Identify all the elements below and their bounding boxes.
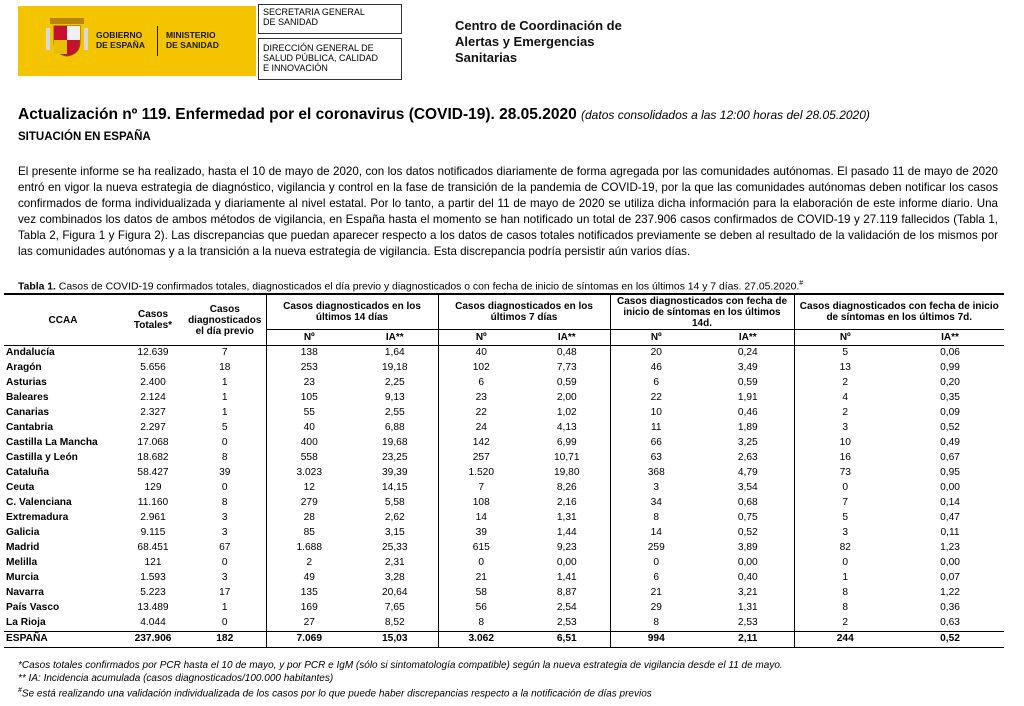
value-cell: 3	[794, 421, 896, 436]
value-cell: 39	[219, 467, 231, 479]
table-row	[4, 616, 1004, 632]
value-cell: 259	[610, 541, 702, 556]
value-cell: 1.520	[438, 466, 524, 481]
table-row	[4, 346, 1004, 362]
value-cell: 39	[438, 526, 524, 541]
value-cell: 3	[221, 512, 228, 524]
table-row	[4, 391, 1004, 406]
value-cell: 2,25	[384, 377, 405, 389]
ccaa-name-cell: Murcia	[6, 572, 39, 584]
header-sint-7: Casos diagnosticados con fecha de inicio de síntomas en los últimos 7d.	[794, 294, 1004, 330]
value-cell: 8	[221, 497, 228, 509]
secretaria-box	[258, 4, 402, 34]
box2-line-2: SALUD PÚBLICA, CALIDAD	[263, 53, 379, 63]
value-cell: 2.400	[140, 377, 166, 389]
value-cell: 0,35	[940, 392, 960, 404]
value-cell: 8	[794, 601, 896, 616]
value-cell: 8,52	[384, 617, 405, 629]
ccaa-name-cell: Asturias	[6, 377, 47, 389]
box1-line-1: SECRETARIA GENERAL	[263, 7, 365, 17]
header-ia: IA**	[524, 330, 610, 346]
value-cell: 2,54	[556, 602, 577, 614]
value-cell: 0,95	[940, 467, 960, 479]
table-row	[4, 526, 1004, 541]
value-cell: 28	[266, 511, 352, 526]
value-cell: 58.427	[137, 467, 169, 479]
value-cell: 169	[266, 601, 352, 616]
value-cell: 58	[438, 586, 524, 601]
table-row	[4, 556, 1004, 571]
ccaa-name-cell: Melilla	[6, 557, 38, 569]
value-cell: 0,07	[940, 572, 960, 584]
table-row	[4, 541, 1004, 556]
value-cell: 3,49	[737, 362, 758, 374]
value-cell: 0,59	[737, 377, 758, 389]
value-cell: 23	[438, 391, 524, 406]
gov-line-1: GOBIERNO	[96, 30, 143, 40]
value-cell: 8	[221, 452, 228, 464]
value-cell: 67	[219, 542, 231, 554]
value-cell: 2,16	[556, 497, 577, 509]
intro-paragraph: El presente informe se ha realizado, hasta el 10 de mayo de 2020, con los datos notificados diariamente de forma agregada por las comunidades autónomas. El pasado 11 de mayo de 2020 entró en vigor la nueva estrategia de diagnóstico, vigilancia y control en la fase de transición de la pandemia de COVID-19, por la que las comunidades autónomas deben notificar los casos confirmados de forma individualizada y diariamente al nivel estatal. Por lo tanto, a partir del 11 de mayo de 2020 se utiliza dicha información para la elaboración de este informe diario. Una vez combinados los datos de ambos métodos de vigilancia, en España hasta el momento se han notificado un total de 237.906 casos confirmados de COVID-19 y 27.119 fallecidos (Tabla 1, Tabla 2, Figura 1 y Figura 2). Las discrepancias que puedan aparecer respecto a los datos de casos totales notificados previamente se deben al resultado de la validación de los mismos por las comunidades autónomas y a la transición a la nueva estrategia de vigilancia. Esta discrepancia podría persistir aún varios días.	[18, 165, 998, 258]
value-cell: 0,49	[940, 437, 960, 449]
value-cell: 16	[794, 451, 896, 466]
value-cell: 1	[221, 602, 228, 614]
value-cell: 5,58	[384, 497, 405, 509]
center-line-3: Sanitarias	[455, 50, 518, 65]
value-cell: 0,47	[940, 512, 960, 524]
value-cell: 1,23	[940, 542, 960, 554]
value-cell: 1	[794, 571, 896, 586]
value-cell: 4,79	[737, 467, 758, 479]
value-cell: 9,23	[556, 542, 577, 554]
header-sint-14: Casos diagnosticados con fecha de inicio de síntomas en los últimos 14d.	[610, 294, 794, 330]
value-cell: 3,25	[737, 437, 758, 449]
value-cell: 368	[610, 466, 702, 481]
value-cell: 9.115	[140, 527, 166, 539]
value-cell: 6,51	[524, 632, 610, 648]
value-cell: 0,40	[737, 572, 758, 584]
header-n: Nº	[610, 330, 702, 346]
coat-of-arms-icon	[44, 14, 90, 60]
value-cell: 6,88	[384, 422, 405, 434]
value-cell: 13	[794, 361, 896, 376]
table-row	[4, 361, 1004, 376]
table-body	[4, 346, 1004, 648]
value-cell: 55	[266, 406, 352, 421]
value-cell: 14	[438, 511, 524, 526]
value-cell: 182	[184, 632, 266, 648]
value-cell: 1	[221, 392, 228, 404]
value-cell: 994	[610, 632, 702, 648]
value-cell: 0,75	[737, 512, 758, 524]
value-cell: 7,65	[384, 602, 405, 614]
value-cell: 0,24	[737, 347, 758, 359]
logo-divider	[157, 26, 158, 56]
table-notes	[18, 660, 783, 701]
value-cell: 14	[610, 526, 702, 541]
value-cell: 1.688	[266, 541, 352, 556]
value-cell: 63	[610, 451, 702, 466]
ccaa-name-cell: País Vasco	[6, 602, 60, 614]
value-cell: 9,13	[384, 392, 405, 404]
value-cell: 1,22	[940, 587, 960, 599]
value-cell: 13.489	[137, 602, 169, 614]
value-cell: 5	[221, 422, 228, 434]
value-cell: 102	[438, 361, 524, 376]
value-cell: 3,15	[384, 527, 405, 539]
value-cell: 46	[610, 361, 702, 376]
table-caption	[18, 280, 803, 292]
value-cell: 12.639	[137, 347, 169, 359]
value-cell: 1,31	[556, 512, 577, 524]
value-cell: 0,63	[940, 617, 960, 629]
value-cell: 29	[610, 601, 702, 616]
value-cell: 257	[438, 451, 524, 466]
value-cell: 17.068	[137, 437, 169, 449]
value-cell: 1,91	[737, 392, 758, 404]
value-cell: 0,48	[556, 347, 577, 359]
value-cell: 253	[266, 361, 352, 376]
value-cell: 4.044	[140, 617, 166, 629]
header-diag-14: Casos diagnosticados en los últimos 14 días	[266, 294, 438, 330]
value-cell: 1	[221, 407, 228, 419]
value-cell: 3.062	[438, 632, 524, 648]
value-cell: 19,80	[554, 467, 580, 479]
value-cell: 8	[794, 586, 896, 601]
value-cell: 0,00	[737, 557, 758, 569]
value-cell: 11.160	[137, 497, 169, 509]
value-cell: 11	[610, 421, 702, 436]
value-cell: 68.451	[137, 542, 169, 554]
center-name	[455, 18, 622, 66]
note-validation-mark: #	[18, 687, 22, 694]
ccaa-name-cell: Castilla y León	[6, 452, 78, 464]
value-cell: 0	[610, 556, 702, 571]
value-cell: 2	[794, 376, 896, 391]
value-cell: 6	[438, 376, 524, 391]
value-cell: 0,00	[556, 557, 577, 569]
value-cell: 138	[266, 346, 352, 362]
value-cell: 129	[144, 482, 162, 494]
table-caption-text: Casos de COVID-19 confirmados totales, diagnosticados el día previo y diagnosticados o con fecha de inicio de síntomas en los últimos 14 y 7 días. 27.05.2020.	[55, 281, 800, 293]
table-row	[4, 421, 1004, 436]
value-cell: 0,52	[737, 527, 758, 539]
value-cell: 0,20	[940, 377, 960, 389]
value-cell: 5	[794, 346, 896, 362]
value-cell: 2.961	[140, 512, 166, 524]
report-title	[18, 106, 870, 124]
ccaa-name-cell: Galicia	[6, 527, 40, 539]
value-cell: 1.593	[140, 572, 166, 584]
value-cell: 0,09	[940, 407, 960, 419]
value-cell: 2,31	[384, 557, 405, 569]
value-cell: 8	[610, 511, 702, 526]
header-n: Nº	[438, 330, 524, 346]
value-cell: 2	[266, 556, 352, 571]
value-cell: 10	[794, 436, 896, 451]
table-caption-mark: #	[799, 280, 804, 287]
center-line-2: Alertas y Emergencias	[455, 34, 595, 49]
table-row	[4, 496, 1004, 511]
ccaa-name-cell: Cantabria	[6, 422, 53, 434]
value-cell: 10	[610, 406, 702, 421]
value-cell: 142	[438, 436, 524, 451]
ccaa-name-cell: Aragón	[6, 362, 42, 374]
value-cell: 244	[794, 632, 896, 648]
note-ia: ** IA: Incidencia acumulada (casos diagnosticados/100.000 habitantes)	[18, 672, 334, 684]
ccaa-name-cell: Extremadura	[6, 512, 69, 524]
value-cell: 82	[794, 541, 896, 556]
value-cell: 0,06	[940, 347, 960, 359]
header-totales: Casos Totales*	[122, 294, 184, 346]
table-row	[4, 376, 1004, 391]
note-totals: *Casos totales confirmados por PCR hasta el 10 de mayo, y por PCR e IgM (sólo si sintomatología compatible) según la nueva estrategia de vigilancia desde el 11 de mayo.	[18, 660, 783, 671]
value-cell: 1,64	[384, 347, 405, 359]
direccion-box	[258, 38, 402, 80]
value-cell: 7	[438, 481, 524, 496]
value-cell: 1,44	[556, 527, 577, 539]
center-line-1: Centro de Coordinación de	[455, 18, 622, 33]
value-cell: 21	[438, 571, 524, 586]
value-cell: 0	[794, 481, 896, 496]
ccaa-name-cell: Madrid	[6, 542, 40, 554]
ministry-line-1: MINISTERIO	[166, 30, 216, 40]
value-cell: 0,52	[896, 632, 1004, 648]
value-cell: 0	[794, 556, 896, 571]
value-cell: 2,11	[702, 632, 794, 648]
value-cell: 1,02	[556, 407, 577, 419]
table-caption-label: Tabla 1.	[18, 281, 56, 293]
value-cell: 0,11	[940, 527, 960, 539]
ministry-label	[166, 30, 219, 50]
value-cell: 12	[266, 481, 352, 496]
section-heading: SITUACIÓN EN ESPAÑA	[18, 131, 151, 143]
value-cell: 5	[794, 511, 896, 526]
value-cell: 3	[610, 481, 702, 496]
value-cell: 6,99	[556, 437, 577, 449]
value-cell: 8,87	[556, 587, 577, 599]
value-cell: 400	[266, 436, 352, 451]
table-row	[4, 601, 1004, 616]
value-cell: 558	[266, 451, 352, 466]
ccaa-name-cell: ESPAÑA	[4, 632, 122, 648]
value-cell: 0,68	[737, 497, 758, 509]
value-cell: 4	[794, 391, 896, 406]
header-ia: IA**	[896, 330, 1004, 346]
value-cell: 5.656	[140, 362, 166, 374]
value-cell: 40	[266, 421, 352, 436]
value-cell: 0,46	[737, 407, 758, 419]
value-cell: 66	[610, 436, 702, 451]
value-cell: 0,67	[940, 452, 960, 464]
value-cell: 23	[266, 376, 352, 391]
ccaa-name-cell: Ceuta	[6, 482, 35, 494]
value-cell: 0,00	[940, 482, 960, 494]
value-cell: 25,33	[382, 542, 408, 554]
department-boxes	[258, 4, 402, 80]
value-cell: 1	[221, 377, 228, 389]
value-cell: 3	[221, 572, 228, 584]
ccaa-name-cell: Baleares	[6, 392, 49, 404]
note-validation-text: Se está realizando una validación individualizada de los casos por lo que puede haber discrepancias respecto a la notificación de días previos	[21, 688, 652, 700]
value-cell: 22	[438, 406, 524, 421]
value-cell: 3,21	[737, 587, 758, 599]
value-cell: 0	[221, 482, 228, 494]
ccaa-name-cell: Castilla La Mancha	[6, 437, 98, 449]
value-cell: 3,28	[384, 572, 405, 584]
value-cell: 121	[144, 557, 162, 569]
value-cell: 7,73	[556, 362, 577, 374]
value-cell: 0	[438, 556, 524, 571]
report-title-sub: (datos consolidados a las 12:00 horas del 28.05.2020)	[581, 108, 870, 122]
value-cell: 7	[794, 496, 896, 511]
table-row	[4, 436, 1004, 451]
value-cell: 3.023	[266, 466, 352, 481]
value-cell: 7	[221, 347, 228, 359]
value-cell: 2.124	[140, 392, 166, 404]
value-cell: 27	[266, 616, 352, 632]
government-label	[96, 30, 145, 50]
value-cell: 5.223	[140, 587, 166, 599]
value-cell: 2,53	[556, 617, 577, 629]
value-cell: 135	[266, 586, 352, 601]
value-cell: 615	[438, 541, 524, 556]
table-row	[4, 406, 1004, 421]
value-cell: 105	[266, 391, 352, 406]
value-cell: 34	[610, 496, 702, 511]
value-cell: 1,31	[737, 602, 758, 614]
ministry-line-2: DE SANIDAD	[166, 40, 219, 50]
value-cell: 7.069	[266, 632, 352, 648]
value-cell: 2.327	[140, 407, 166, 419]
table-row	[4, 511, 1004, 526]
value-cell: 0,36	[940, 602, 960, 614]
table-row	[4, 571, 1004, 586]
value-cell: 73	[794, 466, 896, 481]
value-cell: 0	[221, 437, 228, 449]
value-cell: 6	[610, 376, 702, 391]
value-cell: 3,54	[737, 482, 758, 494]
ccaa-name-cell: C. Valenciana	[6, 497, 72, 509]
table-total-row	[4, 632, 1004, 648]
value-cell: 3	[221, 527, 228, 539]
table-row	[4, 466, 1004, 481]
value-cell: 20,64	[382, 587, 408, 599]
table-row	[4, 586, 1004, 601]
value-cell: 8	[610, 616, 702, 632]
value-cell: 0,00	[940, 557, 960, 569]
value-cell: 19,68	[382, 437, 408, 449]
value-cell: 1,41	[556, 572, 577, 584]
value-cell: 0,14	[940, 497, 960, 509]
value-cell: 4,13	[556, 422, 577, 434]
value-cell: 18	[219, 362, 231, 374]
value-cell: 2,63	[737, 452, 758, 464]
value-cell: 237.906	[122, 632, 184, 648]
value-cell: 24	[438, 421, 524, 436]
value-cell: 21	[610, 586, 702, 601]
value-cell: 1,89	[737, 422, 758, 434]
header-ia: IA**	[352, 330, 438, 346]
value-cell: 23,25	[382, 452, 408, 464]
box2-line-3: E INNOVACIÓN	[263, 63, 328, 73]
header-n: Nº	[266, 330, 352, 346]
value-cell: 6	[610, 571, 702, 586]
value-cell: 0,52	[940, 422, 960, 434]
value-cell: 14,15	[382, 482, 408, 494]
box1-line-2: DE SANIDAD	[263, 17, 319, 27]
value-cell: 2,62	[384, 512, 405, 524]
value-cell: 0	[221, 557, 228, 569]
value-cell: 2,00	[556, 392, 577, 404]
value-cell: 108	[438, 496, 524, 511]
ccaa-name-cell: La Rioja	[6, 617, 46, 629]
value-cell: 8,26	[556, 482, 577, 494]
value-cell: 2,55	[384, 407, 405, 419]
table-row	[4, 451, 1004, 466]
note-validation	[18, 685, 783, 701]
value-cell: 8	[438, 616, 524, 632]
header-diag-7: Casos diagnosticados en los últimos 7 días	[438, 294, 610, 330]
value-cell: 0,59	[556, 377, 577, 389]
table-row	[4, 481, 1004, 496]
value-cell: 279	[266, 496, 352, 511]
value-cell: 39,39	[382, 467, 408, 479]
ccaa-name-cell: Canarias	[6, 407, 50, 419]
value-cell: 2	[794, 406, 896, 421]
covid-cases-table	[4, 293, 1004, 648]
header-ccaa: CCAA	[4, 294, 122, 346]
value-cell: 49	[266, 571, 352, 586]
ccaa-name-cell: Cataluña	[6, 467, 50, 479]
value-cell: 56	[438, 601, 524, 616]
header-previo: Casos diagnosticados el día previo	[184, 294, 266, 346]
ccaa-name-cell: Navarra	[6, 587, 44, 599]
box2-line-1: DIRECCIÓN GENERAL DE	[263, 43, 374, 53]
value-cell: 17	[219, 587, 231, 599]
gov-line-2: DE ESPAÑA	[96, 40, 145, 50]
header-ia: IA**	[702, 330, 794, 346]
value-cell: 19,18	[382, 362, 408, 374]
value-cell: 2,53	[737, 617, 758, 629]
value-cell: 22	[610, 391, 702, 406]
value-cell: 20	[610, 346, 702, 362]
value-cell: 2.297	[140, 422, 166, 434]
report-title-main: Actualización nº 119. Enfermedad por el coronavirus (COVID-19). 28.05.2020	[18, 106, 577, 123]
value-cell: 2	[794, 616, 896, 632]
value-cell: 40	[438, 346, 524, 362]
value-cell: 3,89	[737, 542, 758, 554]
value-cell: 3	[794, 526, 896, 541]
value-cell: 85	[266, 526, 352, 541]
value-cell: 15,03	[352, 632, 438, 648]
value-cell: 0	[221, 617, 228, 629]
value-cell: 18.682	[137, 452, 169, 464]
value-cell: 10,71	[554, 452, 580, 464]
value-cell: 0,99	[940, 362, 960, 374]
ccaa-name-cell: Andalucía	[6, 347, 55, 359]
header-n: Nº	[794, 330, 896, 346]
